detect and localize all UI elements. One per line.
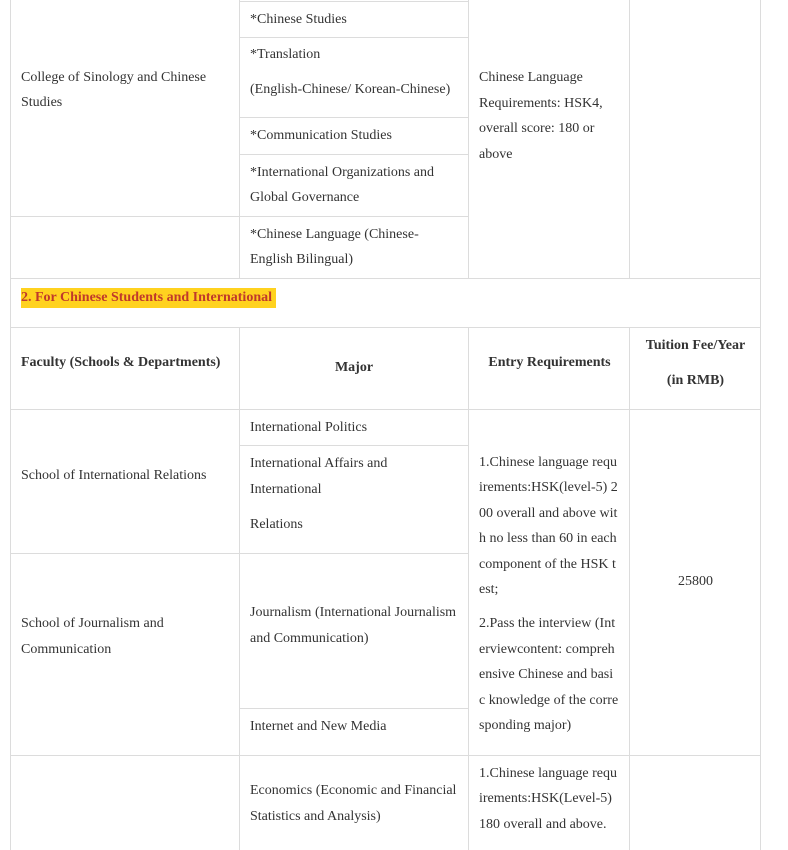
major-international-politics: International Politics — [250, 420, 368, 435]
major-international-organizations: *International Organizations and Global Governance — [250, 165, 435, 205]
faculty-journalism: School of Journalism and Communication — [21, 616, 164, 657]
tuition-fee-value: 25800 — [678, 574, 713, 589]
faculty-sinology: College of Sinology and Chinese Studies — [21, 70, 207, 110]
major-economics: Economics (Economic and Financial Statistics and Analysis) — [250, 783, 457, 824]
header-entry-requirements: Entry Requirements — [488, 355, 611, 370]
header-tuition-fee: Tuition Fee/Year — [645, 338, 746, 353]
major-translation-detail: (English-Chinese/ Korean-Chinese) — [250, 82, 451, 97]
requirement-hsk5-economics: 1.Chinese language requ irements:HSK(Level-5) 180 overall and above. — [479, 766, 618, 832]
major-communication-studies: *Communication Studies — [250, 128, 392, 143]
header-major: Major — [334, 360, 374, 375]
requirement-hsk4: Chinese Language Requirements: HSK4, overall score: 180 or above — [479, 70, 603, 162]
major-translation: *Translation — [250, 47, 321, 62]
requirement-hsk5-interview: 1.Chinese language requ irements:HSK(level-5) 2 00 overall and above wit h no less than 60 in each component of the HSK t est; 2.Pass the interview (Int erviewcontent: compreh ensive Chinese and basi c knowledge of the corre sponding major) — [479, 455, 619, 734]
header-faculty: Faculty (Schools & Departments) — [21, 355, 221, 370]
major-international-affairs: International Affairs and International — [250, 456, 388, 497]
faculty-international-relations: School of International Relations — [21, 468, 207, 483]
major-chinese-language: *Chinese Language (Chinese-English Bilingual) — [250, 227, 419, 267]
header-tuition-unit: (in RMB) — [666, 373, 725, 388]
major-journalism: Journalism (International Journalism and Communication) — [250, 605, 457, 646]
major-international-affairs-relations: Relations — [250, 517, 303, 532]
major-internet-new-media: Internet and New Media — [250, 719, 387, 734]
section-heading: 2. For Chinese Students and International — [21, 288, 276, 308]
major-chinese-studies: *Chinese Studies — [250, 12, 347, 27]
